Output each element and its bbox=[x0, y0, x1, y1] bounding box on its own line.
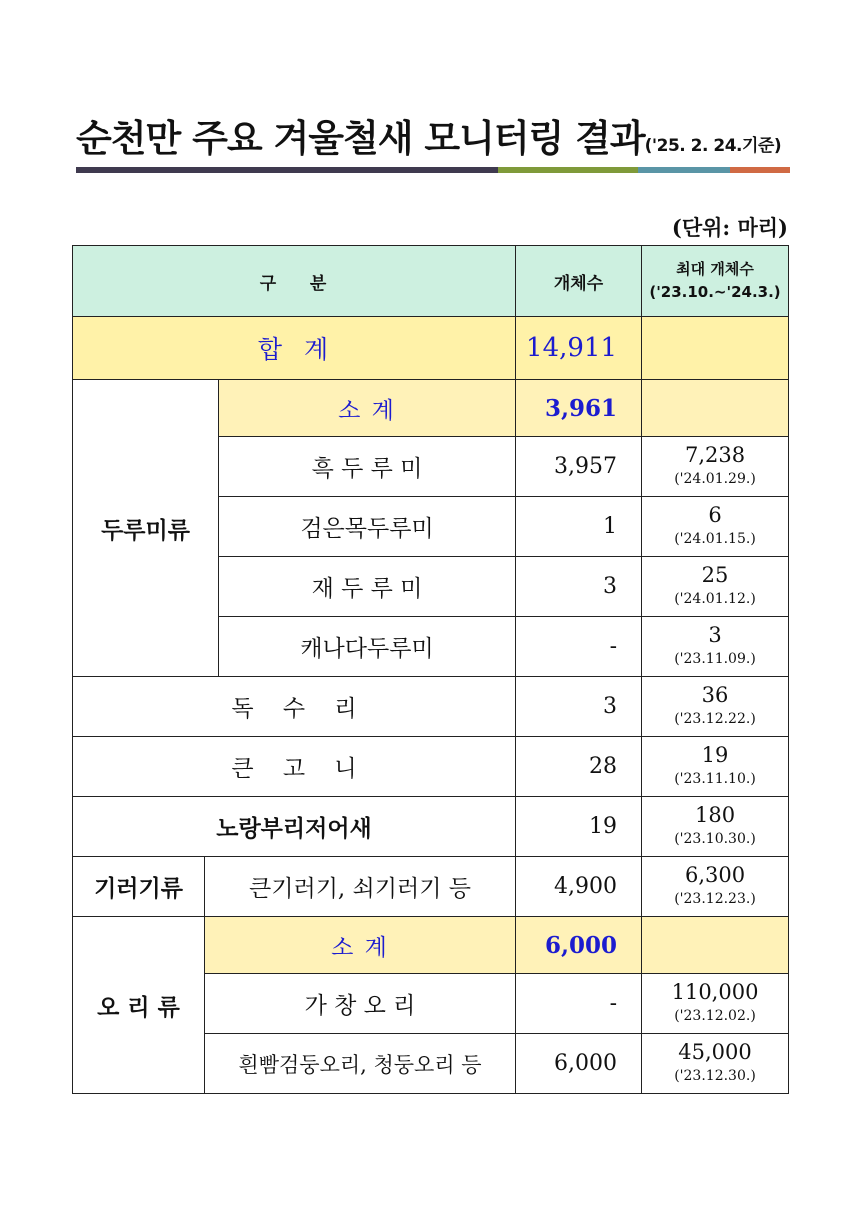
row-count: - bbox=[516, 617, 642, 677]
row-count: 3 bbox=[516, 677, 642, 737]
row-name: 흰빰검둥오리, 청둥오리 등 bbox=[205, 1034, 516, 1094]
total-row bbox=[73, 317, 789, 380]
row-count: 6,000 bbox=[516, 1034, 642, 1094]
total-max bbox=[642, 317, 789, 380]
title-bar-1 bbox=[76, 167, 498, 173]
row-name: 흑 두 루 미 bbox=[219, 437, 516, 497]
header-row bbox=[73, 246, 789, 317]
header-category: 구 분 bbox=[73, 246, 516, 317]
row-max: 7,238 ('24.01.29.) bbox=[642, 437, 789, 497]
row-name: 큰 고 니 bbox=[73, 737, 516, 797]
row-name: 독 수 리 bbox=[73, 677, 516, 737]
row-max: 6 ('24.01.15.) bbox=[642, 497, 789, 557]
row-max: 45,000 ('23.12.30.) bbox=[642, 1034, 789, 1094]
row-count: 19 bbox=[516, 797, 642, 857]
crane-subtotal-count: 3,961 bbox=[516, 380, 642, 437]
goose-row bbox=[73, 857, 789, 917]
table-row bbox=[73, 797, 789, 857]
total-count: 14,911 bbox=[516, 317, 642, 380]
crane-subtotal-label: 소 계 bbox=[219, 380, 516, 437]
duck-subtotal-max bbox=[642, 917, 789, 974]
row-name: 캐나다두루미 bbox=[219, 617, 516, 677]
row-name: 가 창 오 리 bbox=[205, 974, 516, 1034]
title-bar-3 bbox=[638, 167, 730, 173]
duck-subtotal-count: 6,000 bbox=[516, 917, 642, 974]
row-name: 노랑부리저어새 bbox=[73, 797, 516, 857]
row-name: 검은목두루미 bbox=[219, 497, 516, 557]
row-max: 180 ('23.10.30.) bbox=[642, 797, 789, 857]
crane-subtotal-row bbox=[73, 380, 789, 437]
table-row bbox=[73, 737, 789, 797]
row-count: 3,957 bbox=[516, 437, 642, 497]
row-max: 6,300 ('23.12.23.) bbox=[642, 857, 789, 917]
duck-subtotal-row bbox=[73, 917, 789, 974]
row-count: 4,900 bbox=[516, 857, 642, 917]
row-count: 1 bbox=[516, 497, 642, 557]
row-max: 36 ('23.12.22.) bbox=[642, 677, 789, 737]
page-title bbox=[76, 108, 788, 162]
crane-group-label: 두루미류 bbox=[73, 380, 219, 677]
title-bar-4 bbox=[730, 167, 790, 173]
row-name: 재 두 루 미 bbox=[219, 557, 516, 617]
title-bar-2 bbox=[498, 167, 638, 173]
row-count: 28 bbox=[516, 737, 642, 797]
row-max: 3 ('23.11.09.) bbox=[642, 617, 789, 677]
row-max: 110,000 ('23.12.02.) bbox=[642, 974, 789, 1034]
row-count: 3 bbox=[516, 557, 642, 617]
total-label: 합 계 bbox=[73, 317, 516, 380]
row-max: 19 ('23.11.10.) bbox=[642, 737, 789, 797]
duck-subtotal-label: 소 계 bbox=[205, 917, 516, 974]
title-sub: ('25. 2. 24.기준) bbox=[644, 136, 782, 156]
crane-subtotal-max bbox=[642, 380, 789, 437]
header-max: 최대 개체수 ('23.10.~'24.3.) bbox=[642, 246, 789, 317]
monitoring-table bbox=[72, 245, 789, 1094]
duck-group-label: 오 리 류 bbox=[73, 917, 205, 1094]
table-row bbox=[73, 677, 789, 737]
goose-group-label: 기러기류 bbox=[73, 857, 205, 917]
title-main: 순천만 주요 겨울철새 모니터링 결과 bbox=[76, 117, 645, 160]
row-count: - bbox=[516, 974, 642, 1034]
row-name: 큰기러기, 쇠기러기 등 bbox=[205, 857, 516, 917]
header-count: 개체수 bbox=[516, 246, 642, 317]
unit-label: (단위: 마리) bbox=[671, 215, 788, 240]
row-max: 25 ('24.01.12.) bbox=[642, 557, 789, 617]
